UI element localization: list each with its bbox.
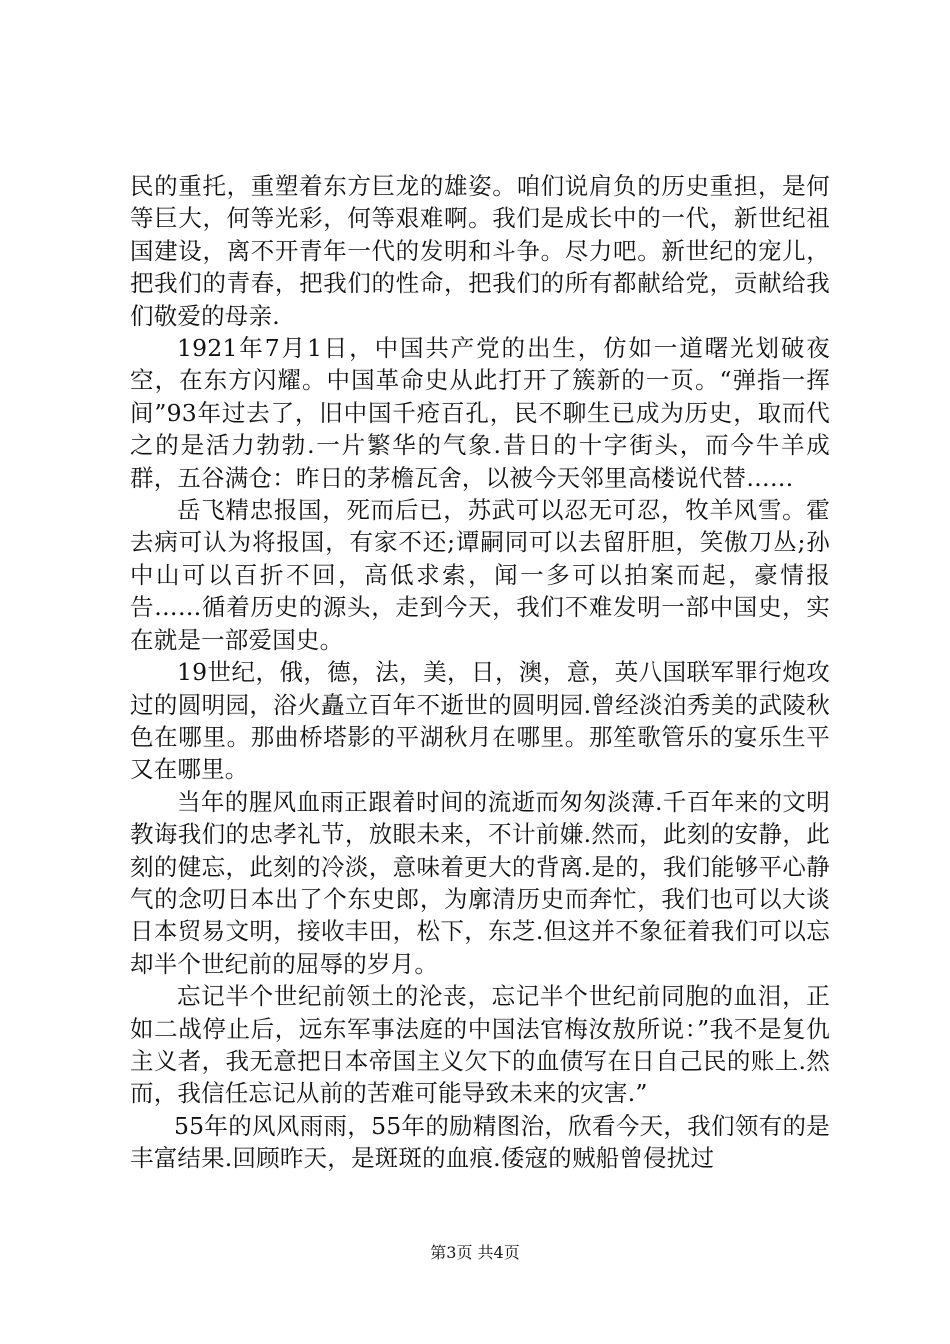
- paragraph-6: 忘记半个世纪前领土的沦丧，忘记半个世纪前同胞的血泪，正如二战停止后，远东军事法庭的中国法官梅汝敖所说：”我不是复仇主义者，我无意把日本帝国主义欠下的血债写在日自己民的账上.然而，我信任忘记从前的苦难可能导致未来的灾害.”: [130, 982, 830, 1108]
- paragraph-7: 55年的风风雨雨，55年的励精图治，欣看今天，我们领有的是丰富结果.回顾昨天，是斑斑的血痕.倭寇的贼船曾侵扰过: [130, 1111, 830, 1173]
- paragraph-5: 当年的腥风血雨正跟着时间的流逝而匆匆淡薄.千百年来的文明教诲我们的忠孝礼节，放眼未来，不计前嫌.然而，此刻的安静，此刻的健忘，此刻的冷淡，意味着更大的背离.是的，我们能够平心静气的念叨日本出了个东史郎，为廓清历史而奔忙，我们也可以大谈日本贸易文明，接收丰田，松下，东芝.但这并不象征着我们可以忘却半个世纪前的屈辱的岁月。: [130, 787, 830, 978]
- document-body: [130, 170, 830, 1175]
- paragraph-1: 民的重托，重塑着东方巨龙的雄姿。咱们说肩负的历史重担，是何等巨大，何等光彩，何等艰难啊。我们是成长中的一代，新世纪祖国建设，离不开青年一代的发明和斗争。尽力吧。新世纪的宠儿，把我们的青春，把我们的性命，把我们的所有都献给党，贡献给我们敬爱的母亲.: [130, 172, 830, 330]
- paragraph-2: 1921年7月1日，中国共产党的出生，仿如一道曙光划破夜空，在东方闪耀。中国革命史从此打开了簇新的一页。“弹指一挥间”93年过去了，旧中国千疮百孔，民不聊生已成为历史，取而代之的是活力勃勃.一片繁华的气象.昔日的十字街头，而今牛羊成群，五谷满仓：昨日的茅檐瓦舍，以被今天邻里高楼说代替……: [130, 334, 830, 492]
- page-footer: 第3页 共4页: [430, 1243, 520, 1262]
- paragraph-4: 19世纪，俄，德，法，美，日，澳，意，英八国联军罪行炮攻过的圆明园，浴火矗立百年不逝世的圆明园.曾经淡泊秀美的武陵秋色在哪里。那曲桥塔影的平湖秋月在哪里。那笙歌管乐的宴乐生平又在哪里。: [130, 658, 830, 784]
- paragraph-3: 岳飞精忠报国，死而后已，苏武可以忍无可忍，牧羊风雪。霍去病可认为将报国，有家不还;谭嗣同可以去留肝胆，笑傲刀丛;孙中山可以百折不回，高低求索，闻一多可以拍案而起，豪情报告……循着历史的源头，走到今天，我们不难发明一部中国史，实在就是一部爱国史。: [130, 496, 830, 654]
